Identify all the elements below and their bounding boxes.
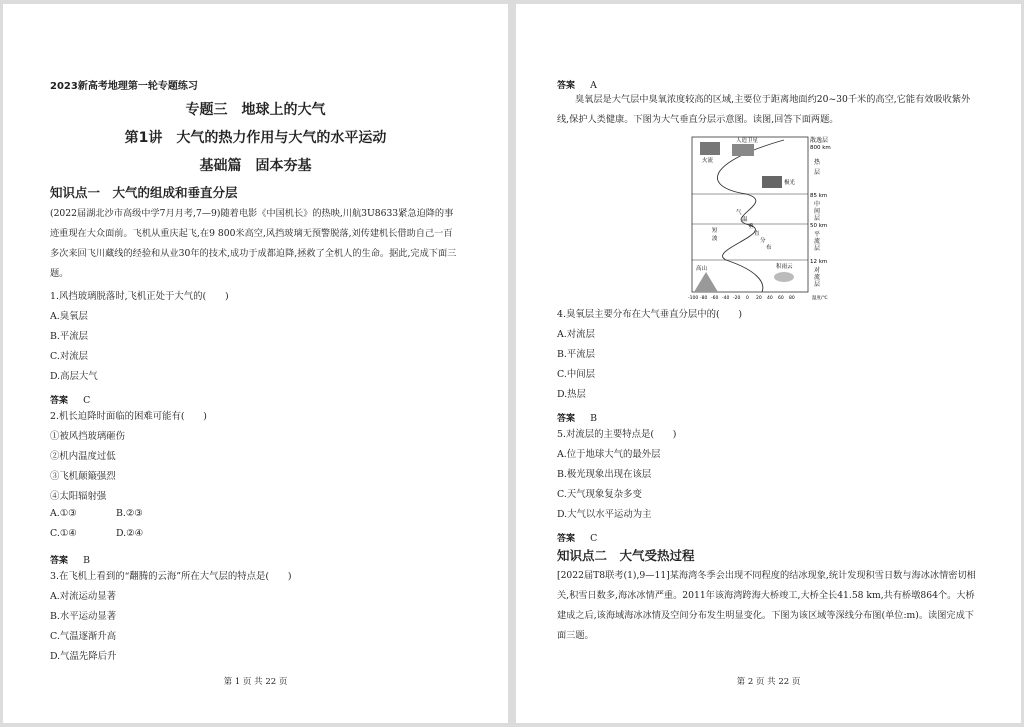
q1-option-c: C.对流层 bbox=[50, 351, 88, 362]
tick-label: -80 bbox=[700, 296, 708, 301]
q1-answer bbox=[50, 388, 90, 407]
q5-answer bbox=[557, 526, 597, 545]
answer-label: 答案 bbox=[50, 556, 69, 566]
label-satellite: 人造卫星 bbox=[736, 138, 759, 144]
label-tropo-2: 流 bbox=[814, 274, 821, 281]
tick-label: -100 bbox=[688, 296, 699, 301]
q1-option-d: D.高层大气 bbox=[50, 371, 98, 382]
label-shortwave-2: 波 bbox=[712, 236, 718, 242]
q5-option-b: B.极光现象出现在该层 bbox=[557, 469, 652, 480]
q2-option-b: B.②③ bbox=[116, 508, 143, 519]
q1-option-a: A.臭氧层 bbox=[50, 311, 88, 322]
label-strato-2: 流 bbox=[814, 238, 821, 245]
q5-option-d: D.大气以水平运动为主 bbox=[557, 509, 652, 520]
q5-option-a: A.位于地球大气的最外层 bbox=[557, 449, 661, 460]
label-curve-6: 布 bbox=[766, 245, 772, 251]
q3-option-d: D.气温先降后升 bbox=[50, 651, 117, 662]
aurora-icon bbox=[762, 176, 782, 188]
question-3: 3.在飞机上看到的“翻腾的云海”所在大气层的特点是( ) bbox=[50, 571, 292, 582]
answer-value: A bbox=[590, 80, 597, 91]
tick-label: -20 bbox=[733, 296, 741, 301]
q5-option-c: C.天气现象复杂多变 bbox=[557, 489, 642, 500]
label-meteor: 火流 bbox=[702, 158, 714, 164]
q2-item-1: ①被风挡玻璃砸伤 bbox=[50, 431, 126, 442]
label-exosphere: 散逸层 bbox=[810, 137, 829, 144]
label-meso-3: 层 bbox=[814, 215, 821, 222]
label-mountain: 高山 bbox=[696, 266, 708, 272]
page-footer: 第 2 页 共 22 页 bbox=[736, 677, 801, 687]
question-4: 4.臭氧层主要分布在大气垂直分层中的( ) bbox=[557, 309, 743, 320]
question-2: 2.机长迫降时面临的困难可能有( ) bbox=[50, 411, 207, 422]
topic-title: 专题三 地球上的大气 bbox=[185, 102, 326, 118]
label-meso-1: 中 bbox=[814, 201, 821, 208]
q3-option-a: A.对流运动显著 bbox=[50, 591, 117, 602]
label-tropo-1: 对 bbox=[814, 267, 821, 274]
label-curve-2: 温 bbox=[742, 217, 748, 223]
tick-label: 60 bbox=[778, 296, 784, 301]
answer-label: 答案 bbox=[557, 81, 576, 91]
q4-answer bbox=[557, 406, 597, 425]
answer-label: 答案 bbox=[50, 396, 69, 406]
q2-item-3: ③飞机颠簸强烈 bbox=[50, 471, 116, 482]
satellite-icon bbox=[732, 144, 754, 156]
q4-option-a: A.对流层 bbox=[557, 329, 595, 340]
label-tropo-3: 层 bbox=[814, 281, 821, 288]
section-title: 基础篇 固本夯基 bbox=[199, 158, 312, 174]
label-85km: 85 km bbox=[810, 193, 828, 199]
q3-option-c: C.气温逐渐升高 bbox=[50, 631, 117, 642]
tick-label: -60 bbox=[711, 296, 719, 301]
label-curve-5: 分 bbox=[760, 238, 766, 244]
label-curve-1: 气 bbox=[736, 210, 742, 216]
tick-label: 0 bbox=[746, 296, 749, 301]
label-strato-3: 层 bbox=[814, 245, 821, 252]
label-50km: 50 km bbox=[810, 223, 828, 229]
intro-paragraph: 臭氧层是大气层中臭氧浓度较高的区域,主要位于距离地面约20~30千米的高空,它能有效吸收紫外线,保护人类健康。下图为大气垂直分层示意图。读图,回答下面两题。 bbox=[557, 94, 971, 125]
q2-option-a: A.①③ bbox=[50, 508, 77, 519]
tick-label: 40 bbox=[767, 296, 773, 301]
page-footer: 第 1 页 共 22 页 bbox=[223, 677, 288, 687]
q4-option-d: D.热层 bbox=[557, 389, 586, 400]
page-2 bbox=[516, 4, 1021, 723]
q4-option-c: C.中间层 bbox=[557, 369, 595, 380]
label-cloud: 积雨云 bbox=[776, 264, 793, 270]
knowledge-point-1-heading: 知识点一 大气的组成和垂直分层 bbox=[50, 185, 238, 200]
atmosphere-layers-figure bbox=[666, 132, 866, 302]
label-shortwave-1: 短 bbox=[712, 228, 718, 234]
label-thermo-1: 热 bbox=[814, 159, 821, 166]
answer-value: B bbox=[83, 555, 90, 566]
answer-value: C bbox=[83, 395, 91, 406]
q4-option-b: B.平流层 bbox=[557, 349, 595, 360]
label-thermo-2: 层 bbox=[814, 169, 821, 176]
intro-paragraph: (2022届湖北沙市高级中学7月月考,7—9)随着电影《中国机长》的热映,川航3U8633紧急迫降的事迹重现在大众面前。飞机从重庆起飞,在9 800米高空,风挡玻璃无预警脱落,刘传建机长借助自己一百多次来回飞川藏线的经验和从业30年的技术,成功于成都迫降,拯救了全机人的生命。据此,完成下面三题。 bbox=[50, 208, 457, 279]
answer-label: 答案 bbox=[557, 414, 576, 424]
q3-option-b: B.水平运动显著 bbox=[50, 611, 117, 622]
meteor-icon bbox=[700, 142, 720, 155]
page-1 bbox=[3, 4, 508, 723]
question-1: 1.风挡玻璃脱落时,飞机正处于大气的( ) bbox=[50, 291, 229, 302]
q1-option-b: B.平流层 bbox=[50, 331, 88, 342]
lecture-title: 第1讲 大气的热力作用与大气的水平运动 bbox=[124, 130, 387, 146]
question-5: 5.对流层的主要特点是( ) bbox=[557, 429, 677, 440]
tick-label: -40 bbox=[722, 296, 730, 301]
tick-label: 80 bbox=[789, 296, 795, 301]
label-curve-3: 垂 bbox=[748, 224, 754, 230]
label-meso-2: 间 bbox=[814, 208, 821, 215]
label-strato-1: 平 bbox=[814, 231, 821, 238]
intro-paragraph-2: [2022届T8联考(1),9—11]某海湾冬季会出现不同程度的结冰现象,统计发现积雪日数与海冰冰情密切相关,积雪日数多,海冰冰情严重。2011年该海湾跨海大桥竣工,大桥全长41.58 km,共有桥墩864个。大桥建成之后,该海域海冰冰情及空间分布发生明显变化。下图为该区域等深线分布图(单位:m)。读图完成下面三题。 bbox=[557, 570, 976, 641]
label-800km: 800 km bbox=[810, 145, 831, 151]
q2-option-c: C.①④ bbox=[50, 528, 77, 539]
label-curve-4: 直 bbox=[754, 231, 760, 237]
answer-value: B bbox=[590, 413, 597, 424]
knowledge-point-2-heading: 知识点二 大气受热过程 bbox=[557, 548, 695, 563]
header-line: 2023新高考地理第一轮专题练习 bbox=[50, 81, 198, 92]
q2-answer bbox=[50, 548, 90, 567]
answer-value: C bbox=[590, 533, 598, 544]
label-aurora: 极光 bbox=[784, 180, 796, 186]
answer-label: 答案 bbox=[557, 534, 576, 544]
q2-item-2: ②机内温度过低 bbox=[50, 451, 116, 462]
cloud-icon bbox=[774, 272, 794, 282]
axis-label: 温度/℃ bbox=[812, 296, 828, 301]
q2-option-d: D.②④ bbox=[116, 528, 143, 539]
label-12km: 12 km bbox=[810, 259, 828, 265]
tick-label: 20 bbox=[756, 296, 762, 301]
q2-item-4: ④太阳辐射强 bbox=[50, 491, 107, 502]
temperature-axis-ticks bbox=[688, 294, 828, 301]
